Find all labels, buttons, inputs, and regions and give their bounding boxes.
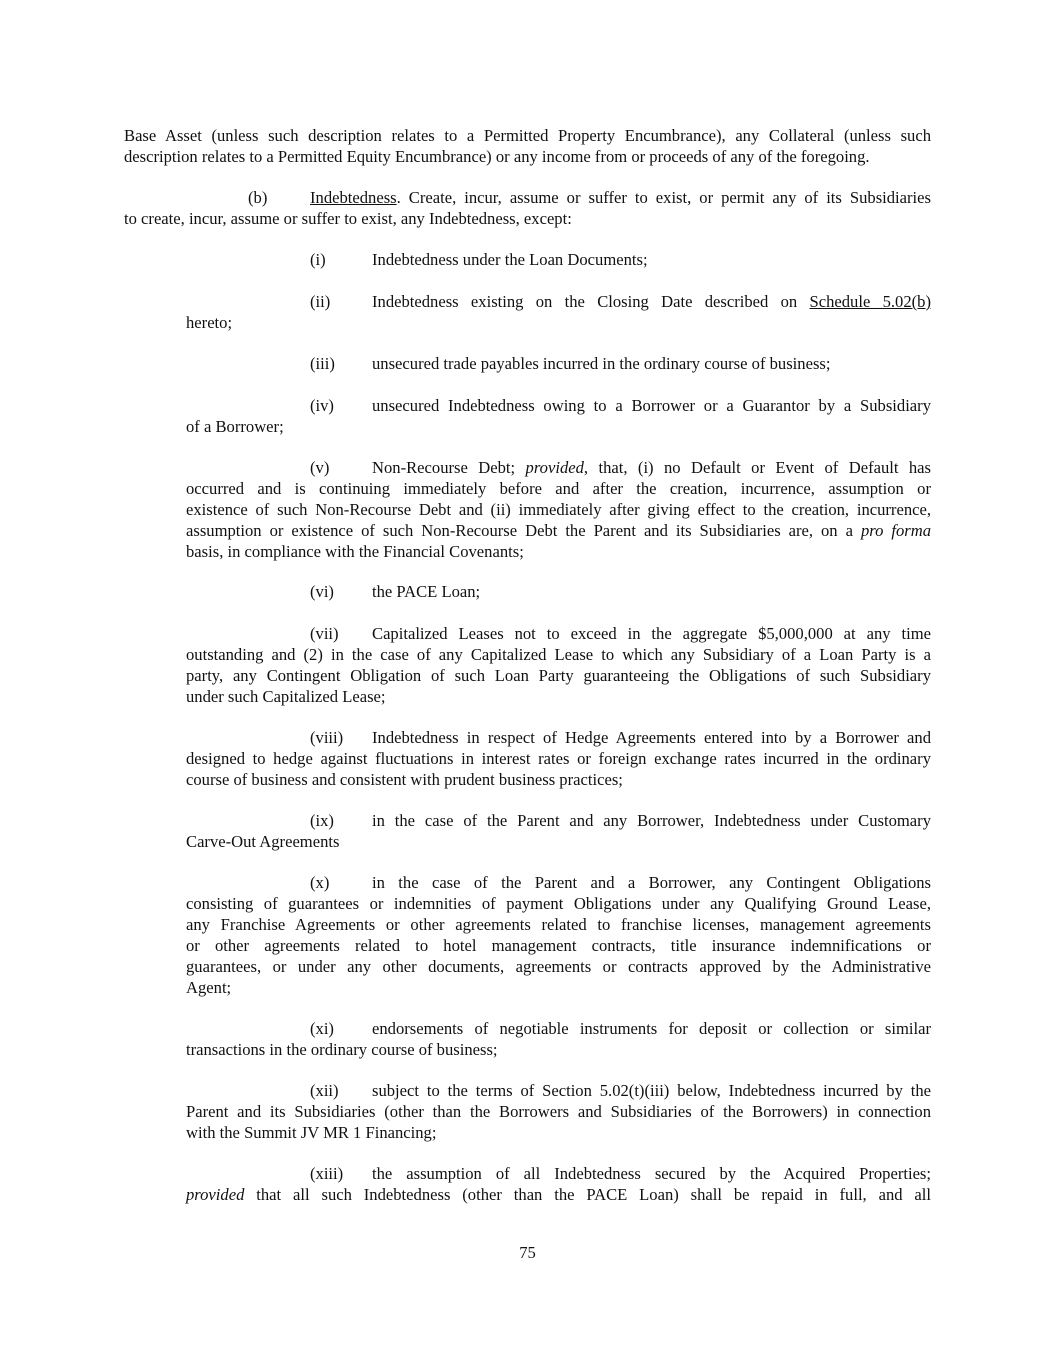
item-label: (x)	[310, 873, 330, 892]
text-line: Base Asset (unless such description relates to a Permitted Property Encumbrance), any Collateral (unless such	[124, 126, 931, 145]
item-vi	[186, 581, 931, 602]
text-line: or other agreements related to hotel management contracts, title insurance indemnifications or	[186, 936, 931, 955]
item-ii	[186, 291, 931, 333]
item-text: the PACE Loan;	[372, 582, 481, 601]
text-line: to create, incur, assume or suffer to exist, any Indebtedness, except:	[124, 209, 572, 228]
text-line: any Franchise Agreements or other agreements related to franchise licenses, management agreements	[186, 915, 931, 934]
item-v	[186, 457, 931, 562]
text-line: Carve-Out Agreements	[186, 832, 340, 851]
item-label: (ii)	[310, 292, 331, 311]
item-xiii	[186, 1163, 931, 1205]
item-label: (viii)	[310, 728, 344, 747]
item-iv	[186, 395, 931, 437]
item-i	[186, 249, 931, 270]
item-label: (vii)	[310, 624, 339, 643]
item-label: (xi)	[310, 1019, 334, 1038]
text-line: basis, in compliance with the Financial Covenants;	[186, 542, 524, 561]
text-span: Non-Recourse Debt;	[372, 458, 516, 477]
text-line: transactions in the ordinary course of business;	[186, 1040, 498, 1059]
item-label: (iii)	[310, 354, 335, 373]
item-text: Indebtedness under the Loan Documents;	[372, 250, 648, 269]
item-label: (vi)	[310, 582, 334, 601]
item-vii	[186, 623, 931, 707]
text-line: with the Summit JV MR 1 Financing;	[186, 1123, 437, 1142]
text-line: outstanding and (2) in the case of any Capitalized Lease to which any Subsidiary of a Loan Party is a	[186, 645, 931, 664]
page-number: 75	[519, 1243, 536, 1262]
item-text: endorsements of negotiable instruments for deposit or collection or similar	[372, 1019, 931, 1038]
item-label: (xii)	[310, 1081, 339, 1100]
item-text: unsecured trade payables incurred in the ordinary course of business;	[372, 354, 831, 373]
item-text: in the case of the Parent and a Borrower, any Contingent Obligations	[372, 873, 931, 892]
text-line: occurred and is continuing immediately before and after the creation, incurrence, assumption or	[186, 479, 931, 498]
section-b-paragraph	[124, 187, 931, 229]
item-text: subject to the terms of Section 5.02(t)(iii) below, Indebtedness incurred by the	[372, 1081, 931, 1100]
item-text: unsecured Indebtedness owing to a Borrower or a Guarantor by a Subsidiary	[372, 396, 931, 415]
text-line: party, any Contingent Obligation of such Loan Party guaranteeing the Obligations of such Subsidiary	[186, 666, 931, 685]
italic-text: pro forma	[860, 521, 931, 540]
italic-text: provided	[525, 458, 584, 477]
item-iii	[186, 353, 931, 374]
schedule-reference: Schedule 5.02(b)	[809, 292, 931, 311]
text-line: existence of such Non-Recourse Debt and (ii) immediately after giving effect to the creation, incurrence,	[186, 500, 931, 519]
item-text: Indebtedness existing on the Closing Date described on	[372, 292, 798, 311]
section-heading: Indebtedness	[310, 188, 397, 207]
item-ix	[186, 810, 931, 852]
text-span: assumption or existence of such Non-Recourse Debt the Parent and its Subsidiaries are, on a	[186, 521, 853, 540]
item-xii	[186, 1080, 931, 1143]
item-label: (xiii)	[310, 1164, 344, 1183]
item-label: (iv)	[310, 396, 334, 415]
item-text: Capitalized Leases not to exceed in the aggregate $5,000,000 at any time	[372, 624, 931, 643]
text-span: . Create, incur, assume or suffer to exist, or permit any of its Subsidiaries	[396, 188, 931, 207]
text-line: hereto;	[186, 313, 233, 332]
section-label: (b)	[248, 188, 268, 207]
item-label: (i)	[310, 250, 326, 269]
text-line: Agent;	[186, 978, 232, 997]
text-line: Parent and its Subsidiaries (other than the Borrowers and Subsidiaries of the Borrowers) in connection	[186, 1102, 931, 1121]
text-span: that all such Indebtedness (other than the PACE Loan) shall be repaid in full, and all	[256, 1185, 932, 1204]
text-line: under such Capitalized Lease;	[186, 687, 386, 706]
text-line: consisting of guarantees or indemnities of payment Obligations under any Qualifying Ground Lease,	[186, 894, 931, 913]
item-text: in the case of the Parent and any Borrower, Indebtedness under Customary	[372, 811, 931, 830]
item-x	[186, 872, 931, 998]
text-line: designed to hedge against fluctuations in interest rates or foreign exchange rates incurred in the ordinary	[186, 749, 931, 768]
item-label: (v)	[310, 458, 330, 477]
text-line	[124, 187, 931, 208]
italic-text: provided	[186, 1185, 245, 1204]
text-line: course of business and consistent with prudent business practices;	[186, 770, 623, 789]
item-xi	[186, 1018, 931, 1060]
item-viii	[186, 727, 931, 790]
item-text: the assumption of all Indebtedness secured by the Acquired Properties;	[372, 1164, 931, 1183]
text-span: , that, (i) no Default or Event of Default has	[583, 458, 932, 477]
text-line: description relates to a Permitted Equity Encumbrance) or any income from or proceeds of any of the foregoing.	[124, 147, 870, 166]
item-text: Indebtedness in respect of Hedge Agreements entered into by a Borrower and	[372, 728, 931, 747]
item-label: (ix)	[310, 811, 334, 830]
text-line: of a Borrower;	[186, 417, 284, 436]
text-line: guarantees, or under any other documents, agreements or contracts approved by the Administrative	[186, 957, 931, 976]
intro-paragraph	[124, 125, 931, 167]
